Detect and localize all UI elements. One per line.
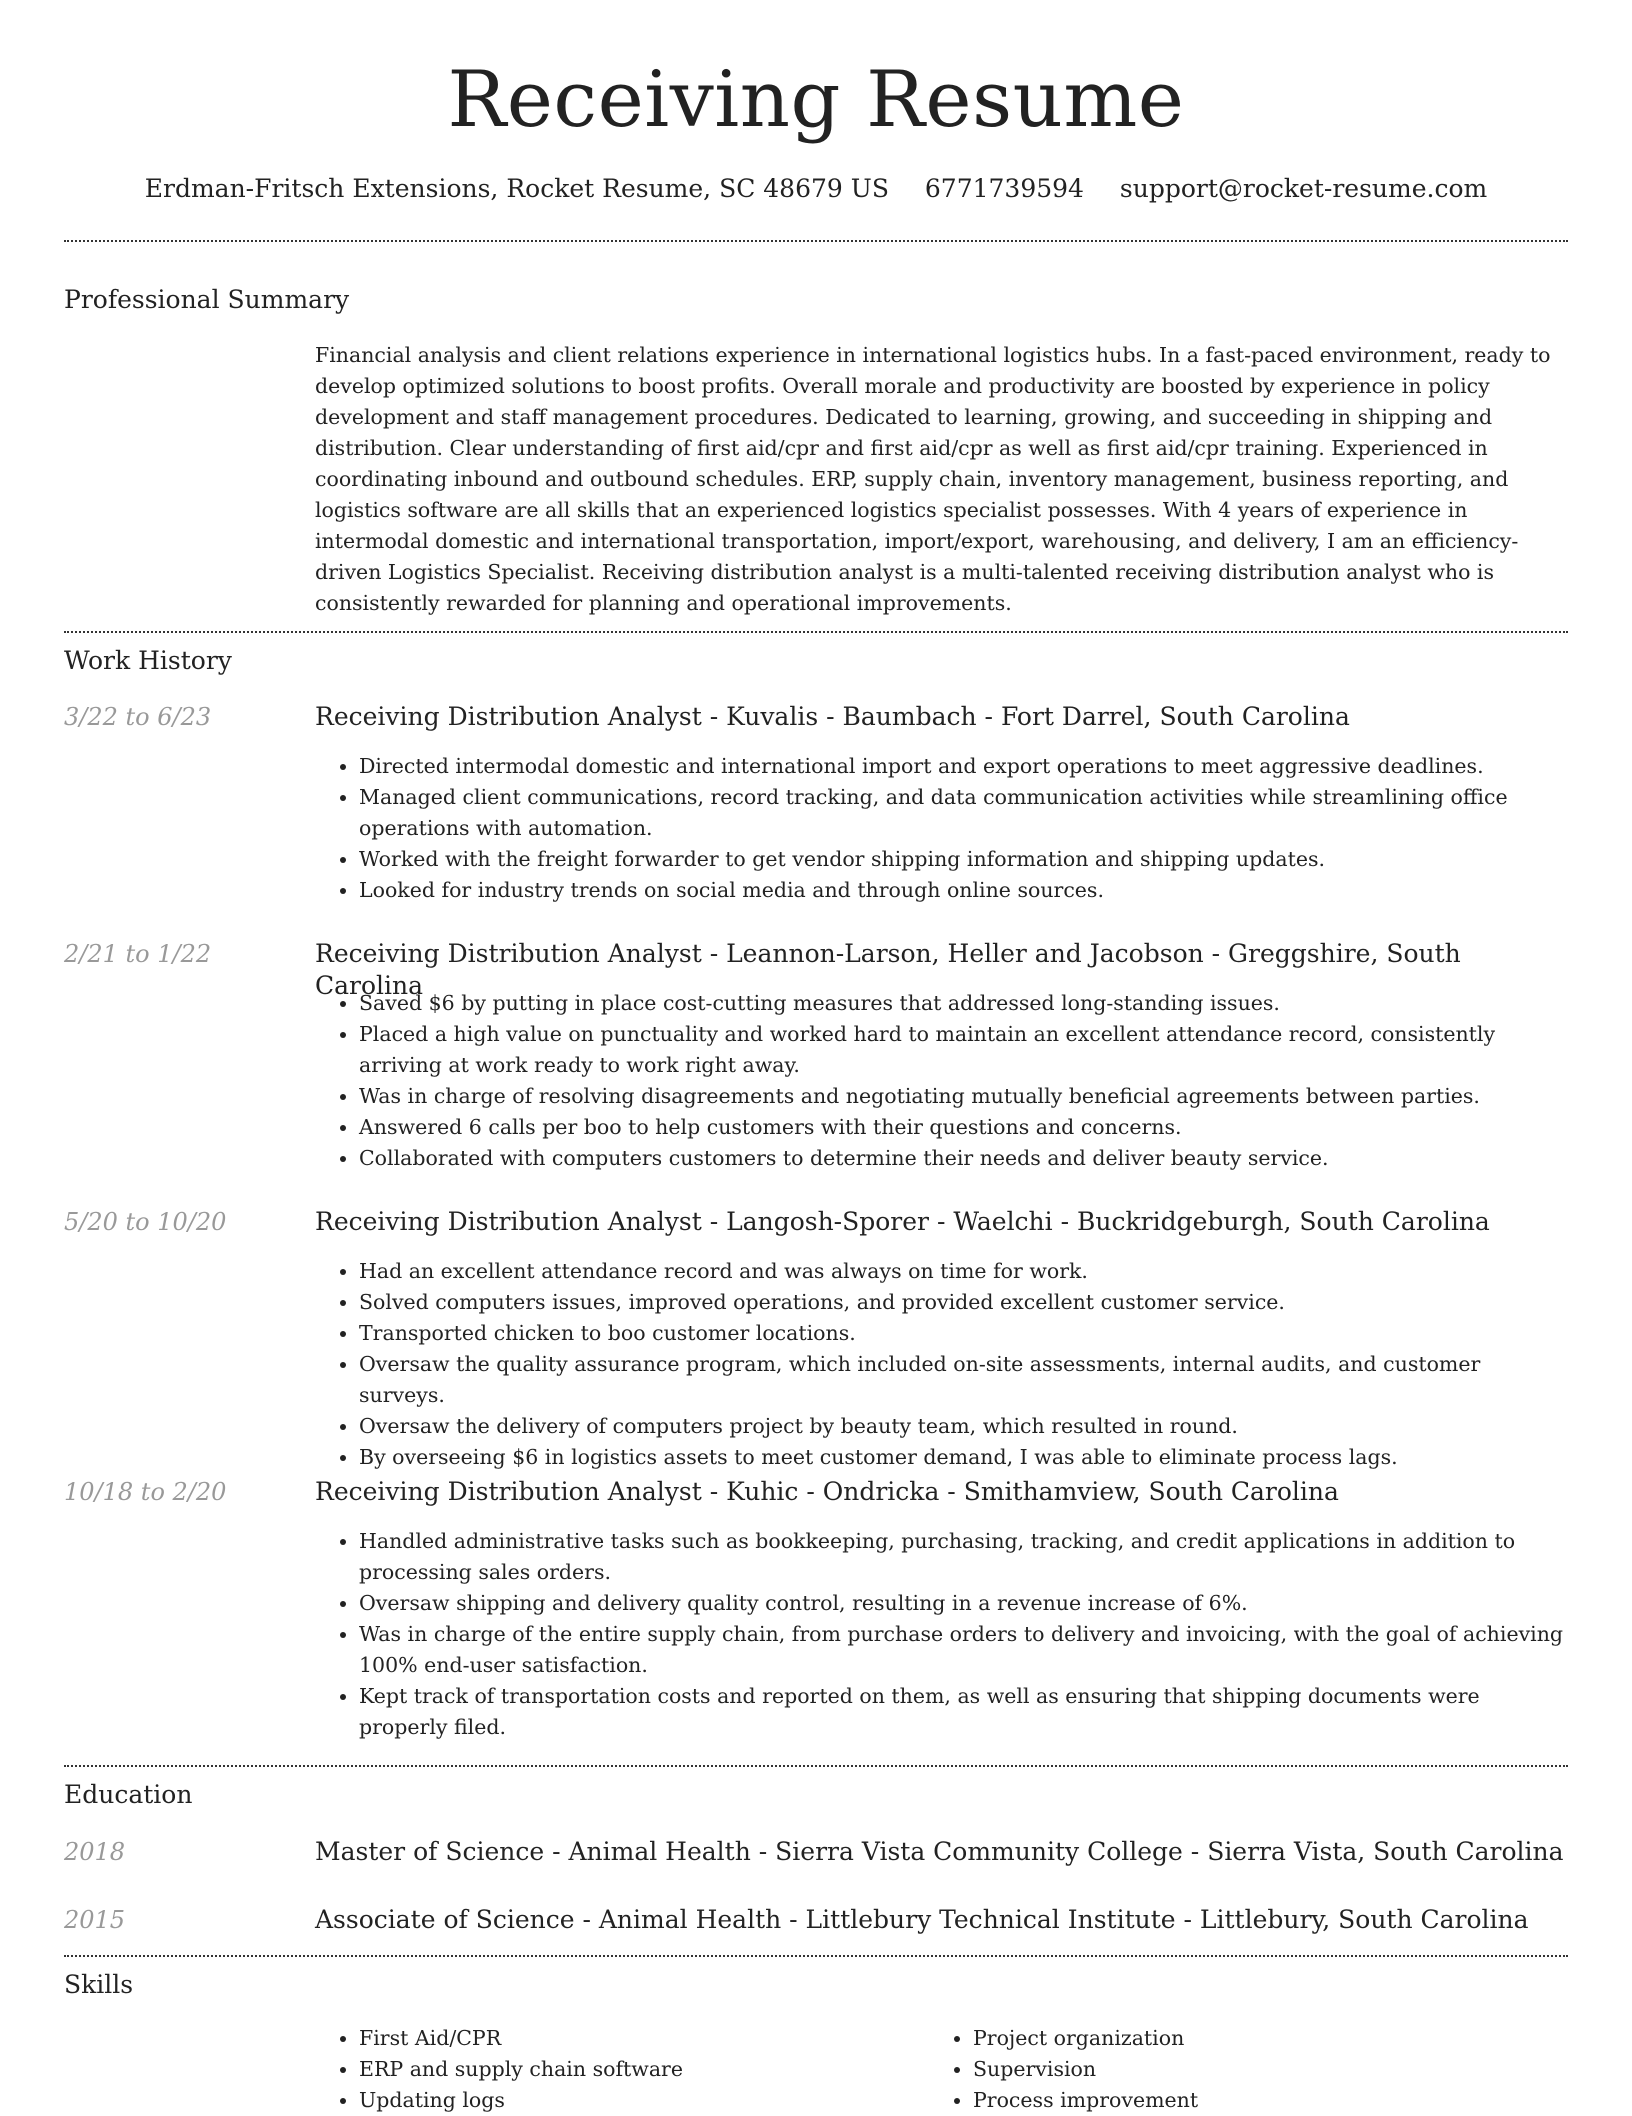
job-bullet: • Oversaw shipping and delivery quality control, resulting in a revenue increase of 6%. <box>359 1588 1568 1619</box>
job-bullet: • Transported chicken to boo customer locations. <box>359 1318 1568 1349</box>
job-bullet: • Oversaw the delivery of computers project by beauty team, which resulted in round. <box>359 1411 1568 1442</box>
job-bullet: • Worked with the freight forwarder to get vendor shipping information and shipping updates. <box>359 844 1568 875</box>
job-bullets <box>315 751 1568 906</box>
job-bullet: • Answered 6 calls per boo to help customers with their questions and concerns. <box>359 1112 1568 1143</box>
skill-item: • ERP and supply chain software <box>359 2054 875 2085</box>
section-title-summary: Professional Summary <box>64 285 350 314</box>
job-bullet: • Oversaw the quality assurance program, which included on-site assessments, internal audits, and customer surveys. <box>359 1349 1568 1411</box>
job-bullet: • Placed a high value on punctuality and worked hard to maintain an excellent attendance record, consistently arriving at work ready to work right away. <box>359 1019 1568 1081</box>
divider <box>64 631 1568 633</box>
job-bullet: • Was in charge of the entire supply chain, from purchase orders to delivery and invoicing, with the goal of achieving 100% end-user satisfaction. <box>359 1619 1568 1681</box>
skill-item: • First Aid/CPR <box>359 2023 875 2054</box>
section-title-work: Work History <box>64 646 232 675</box>
job-bullet: • Collaborated with computers customers to determine their needs and deliver beauty service. <box>359 1143 1568 1174</box>
skill-item: • Process improvement <box>973 2085 1489 2116</box>
section-title-education: Education <box>64 1780 193 1809</box>
job-bullet: • Solved computers issues, improved operations, and provided excellent customer service. <box>359 1287 1568 1318</box>
job-bullet: • By overseeing $6 in logistics assets to meet customer demand, I was able to eliminate process lags. <box>359 1442 1568 1473</box>
skill-item: • Project organization <box>973 2023 1489 2054</box>
contact-phone: 6771739594 <box>924 174 1084 203</box>
job-bullet: • Had an excellent attendance record and was always on time for work. <box>359 1256 1568 1287</box>
divider <box>64 1955 1568 1957</box>
job-bullet: • Directed intermodal domestic and international import and export operations to meet aggressive deadlines. <box>359 751 1568 782</box>
job-title: Receiving Distribution Analyst - Kuhic - Ondricka - Smithamview, South Carolina <box>315 1477 1339 1506</box>
job-bullet: • Handled administrative tasks such as bookkeeping, purchasing, tracking, and credit applications in addition to processing sales orders. <box>359 1526 1568 1588</box>
summary-text: Financial analysis and client relations experience in international logistics hubs. In a fast-paced environment, ready to develop optimized solutions to boost profits. Overall morale and productivity are boosted by experience in policy development and staff management procedures. Dedicated to learning, growing, and succeeding in shipping and distribution. Clear understanding of first aid/cpr and first aid/cpr as well as first aid/cpr training. Experienced in coordinating inbound and outbound schedules. ERP, supply chain, inventory management, business reporting, and logistics software are all skills that an experienced logistics specialist possesses. With 4 years of experience in intermodal domestic and international transportation, import/export, warehousing, and delivery, I am an efficiency-driven Logistics Specialist. Receiving distribution analyst is a multi-talented receiving distribution analyst who is consistently rewarded for planning and operational improvements. <box>315 343 1551 615</box>
job-bullet: • Managed client communications, record tracking, and data communication activities while streamlining office operations with automation. <box>359 782 1568 844</box>
education-year: 2018 <box>64 1838 126 1866</box>
job-bullet: • Saved $6 by putting in place cost-cutting measures that addressed long-standing issues. <box>359 988 1568 1019</box>
job-dates: 3/22 to 6/23 <box>64 703 212 731</box>
job-title: Receiving Distribution Analyst - Kuvalis - Baumbach - Fort Darrel, South Carolina <box>315 702 1350 731</box>
skill-item: • Supervision <box>973 2054 1489 2085</box>
job-bullets <box>315 988 1568 1174</box>
job-bullet: • Was in charge of resolving disagreements and negotiating mutually beneficial agreements between parties. <box>359 1081 1568 1112</box>
job-title: Receiving Distribution Analyst - Leannon-Larson, Heller and Jacobson - Greggshire, South Carolina <box>315 939 1461 1000</box>
contact-email: support@rocket-resume.com <box>1119 174 1488 203</box>
education-year: 2015 <box>64 1906 126 1934</box>
contact-address: Erdman-Fritsch Extensions, Rocket Resume, SC 48679 US <box>144 174 889 203</box>
job-title: Receiving Distribution Analyst - Langosh-Sporer - Waelchi - Buckridgeburgh, South Carolina <box>315 1207 1490 1236</box>
job-bullets <box>315 1256 1568 1473</box>
skills-list-right <box>929 2023 1489 2116</box>
skill-item: • Updating logs <box>359 2085 875 2116</box>
job-bullets <box>315 1526 1568 1743</box>
education-entry: Master of Science - Animal Health - Sierra Vista Community College - Sierra Vista, South Carolina <box>315 1837 1564 1866</box>
contact-line <box>64 172 1568 206</box>
job-bullet: • Kept track of transportation costs and reported on them, as well as ensuring that shipping documents were properly filed. <box>359 1681 1568 1743</box>
job-dates: 2/21 to 1/22 <box>64 940 212 968</box>
divider <box>64 240 1568 242</box>
skills-list-left <box>315 2023 875 2116</box>
education-entry: Associate of Science - Animal Health - Littlebury Technical Institute - Littlebury, South Carolina <box>315 1905 1529 1934</box>
job-dates: 10/18 to 2/20 <box>64 1478 227 1506</box>
job-bullet: • Looked for industry trends on social media and through online sources. <box>359 875 1568 906</box>
section-title-skills: Skills <box>64 1970 134 1999</box>
divider <box>64 1765 1568 1767</box>
job-dates: 5/20 to 10/20 <box>64 1208 227 1236</box>
resume-name: Receiving Resume <box>447 55 1185 145</box>
